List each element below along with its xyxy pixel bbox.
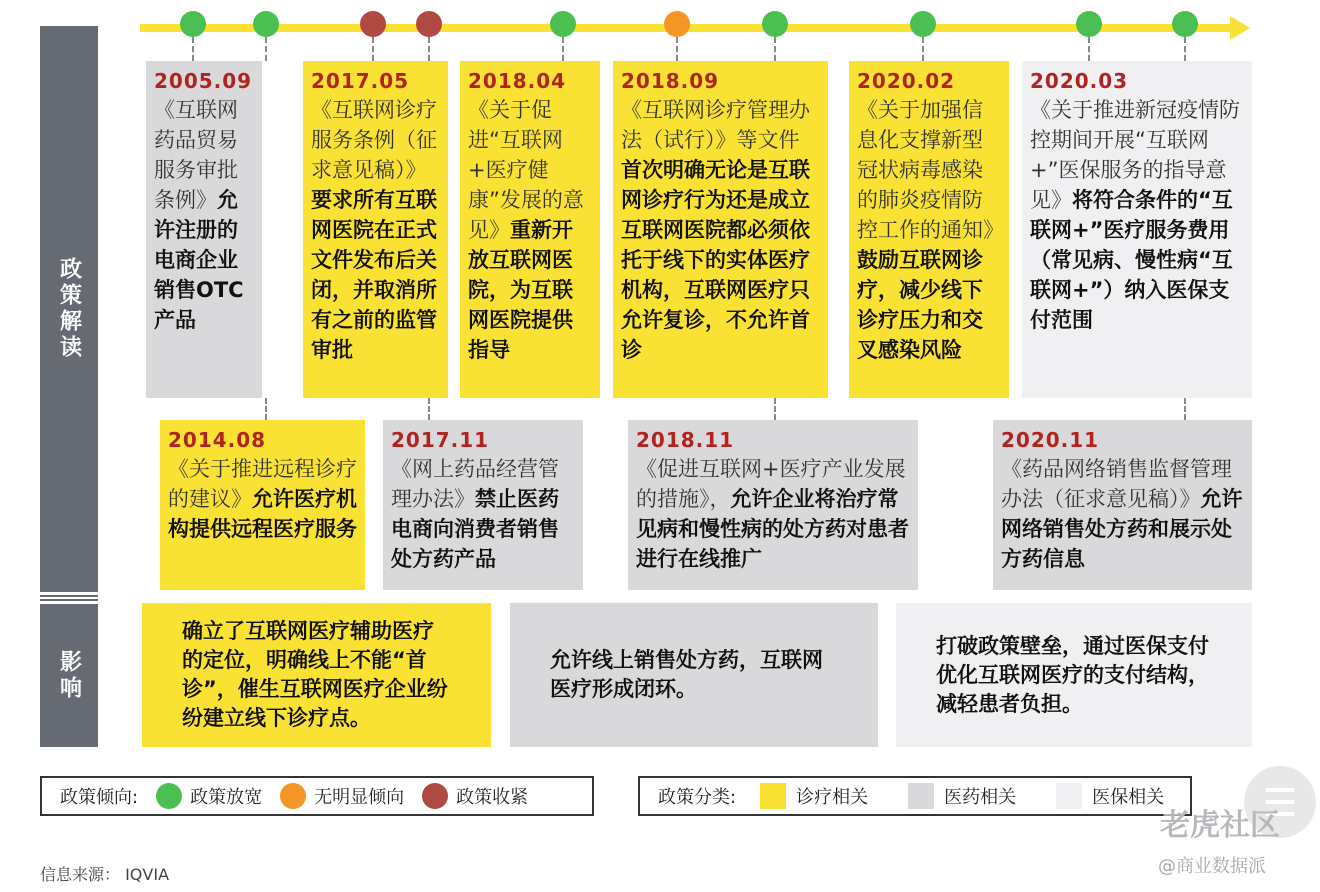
timeline-dot [550,11,576,37]
legend-label: 医药相关 [944,787,1017,808]
policy-card [613,61,828,398]
connector-line [1088,37,1090,61]
timeline-dot [910,11,936,37]
card-document: 《关于促进“互联网+医疗健康”发展的意见》 [468,98,584,242]
connector-line [265,398,267,420]
source-note: 信息来源： IQVIA [40,865,170,884]
card-impact: 允许企业将治疗常见病和慢性病的处方药对患者进行在线推广 [636,487,909,571]
legend-label: 政策收紧 [456,787,529,808]
connector-line [1184,398,1186,420]
policy-card [460,61,600,398]
card-impact: 禁止医药电商向消费者销售处方药产品 [391,487,559,571]
card-date: 2018.09 [621,69,720,93]
timeline-dot [1172,11,1198,37]
connector-line [774,398,776,420]
card-date: 2020.11 [1001,428,1100,452]
legend-title: 政策分类: [658,787,737,808]
card-date: 2005.09 [154,69,253,93]
card-date: 2018.04 [468,69,567,93]
orange-dot-icon [280,783,306,809]
connector-line [922,37,924,61]
card-impact: 要求所有互联网医院在正式文件发布后关闭，并取消所有之前的监管审批 [311,188,437,362]
legend-label: 无明显倾向 [314,787,405,808]
lightgray-swatch-icon [1056,783,1082,809]
connector-line [774,37,776,61]
legend-label: 医保相关 [1092,787,1165,808]
impact-side-label [40,604,98,747]
card-document: 《网上药品经营管理办法》 [391,457,559,511]
card-document: 《互联网诊疗管理办法（试行）》等文件 [621,98,810,152]
card-impact: 鼓励互联网诊疗，减少线下诊疗压力和交叉感染风险 [857,248,983,362]
card-document: 《关于加强信息化支撑新型冠状病毒感染的肺炎疫情防控工作的通知》 [857,98,1004,242]
impact-text: 确立了互联网医疗辅助医疗的定位，明确线上不能“首诊”，催生互联网医疗企业纷纷建立线下诊疗点。 [182,619,448,730]
gray-swatch-icon [908,783,934,809]
legend-title: 政策倾向: [60,787,139,808]
legend-item [1056,783,1164,809]
card-impact: 允许注册的电商企业销售OTC产品 [154,188,244,332]
watermark-text: 老虎社区 [1160,808,1280,843]
card-date: 2017.11 [391,428,490,452]
card-impact: 重新开放互联网医院，为互联网医院提供指导 [468,218,573,362]
timeline-dot [416,11,442,37]
timeline-dot [762,11,788,37]
impact-text: 允许线上销售处方药，互联网医疗形成闭环。 [550,648,823,701]
card-document: 《药品网络销售监督管理办法（征求意见稿）》 [1001,457,1232,511]
legend-item [760,783,868,809]
connector-line [428,37,430,61]
card-date: 2017.05 [311,69,410,93]
policy-card [849,61,1009,398]
card-impact: 允许网络销售处方药和展示处方药信息 [1001,487,1243,571]
card-impact: 将符合条件的“互联网+”医疗服务费用（常见病、慢性病“互联网+”）纳入医保支付范围 [1030,188,1233,332]
card-date: 2020.03 [1030,69,1129,93]
policy-card [160,420,365,590]
legend-category [638,776,1192,816]
impact-text: 打破政策壁垒，通过医保支付优化互联网医疗的支付结构，减轻患者负担。 [936,633,1209,716]
timeline-dot [664,11,690,37]
timeline-dot [360,11,386,37]
connector-line [192,37,194,61]
connector-line [676,37,678,61]
connector-line [562,37,564,61]
red-dot-icon [422,783,448,809]
policy-card [993,420,1252,590]
legend-item [422,783,528,809]
connector-line [428,398,430,420]
card-date: 2020.02 [857,69,956,93]
watermark-subtext: @商业数据派 [1158,856,1266,877]
card-date: 2018.11 [636,428,735,452]
policy-card [1022,61,1252,398]
connector-line [1184,37,1186,61]
legend-tendency [40,776,594,816]
policy-card [146,61,262,398]
impact-box [896,603,1252,747]
card-document: 《关于推进远程诊疗的建议》 [168,457,357,511]
connector-line [265,37,267,61]
legend-label: 诊疗相关 [796,787,869,808]
legend-item [156,783,262,809]
section-divider [40,595,98,601]
card-document: 《互联网药品贸易服务审批条例》 [154,98,238,212]
policy-card [383,420,583,590]
legend-label: 政策放宽 [190,787,263,808]
yellow-swatch-icon [760,783,786,809]
card-document: 《促进互联网+医疗产业发展的措施》， [636,457,906,511]
card-document: 《关于推进新冠疫情防控期间开展“互联网+”医保服务的指导意见》 [1030,98,1240,212]
timeline-dot [253,11,279,37]
green-dot-icon [156,783,182,809]
legend-item [280,783,404,809]
card-document: 《互联网诊疗服务条例（征求意见稿）》 [311,98,437,182]
policy-side-text: 政策解读 [56,257,82,361]
impact-side-text: 影响 [56,649,82,702]
policy-side-label [40,26,98,592]
timeline-dot [1076,11,1102,37]
card-date: 2014.08 [168,428,267,452]
card-impact: 首次明确无论是互联网诊疗行为还是成立互联网医院都必须依托于线下的实体医疗机构，互联网医疗只允许复诊，不允许首诊 [621,158,810,362]
impact-box [142,603,491,747]
connector-line [372,37,374,61]
policy-card [628,420,918,590]
impact-box [510,603,878,747]
timeline-dot [180,11,206,37]
policy-card [303,61,448,398]
card-impact: 允许医疗机构提供远程医疗服务 [168,487,357,541]
legend-item [908,783,1016,809]
